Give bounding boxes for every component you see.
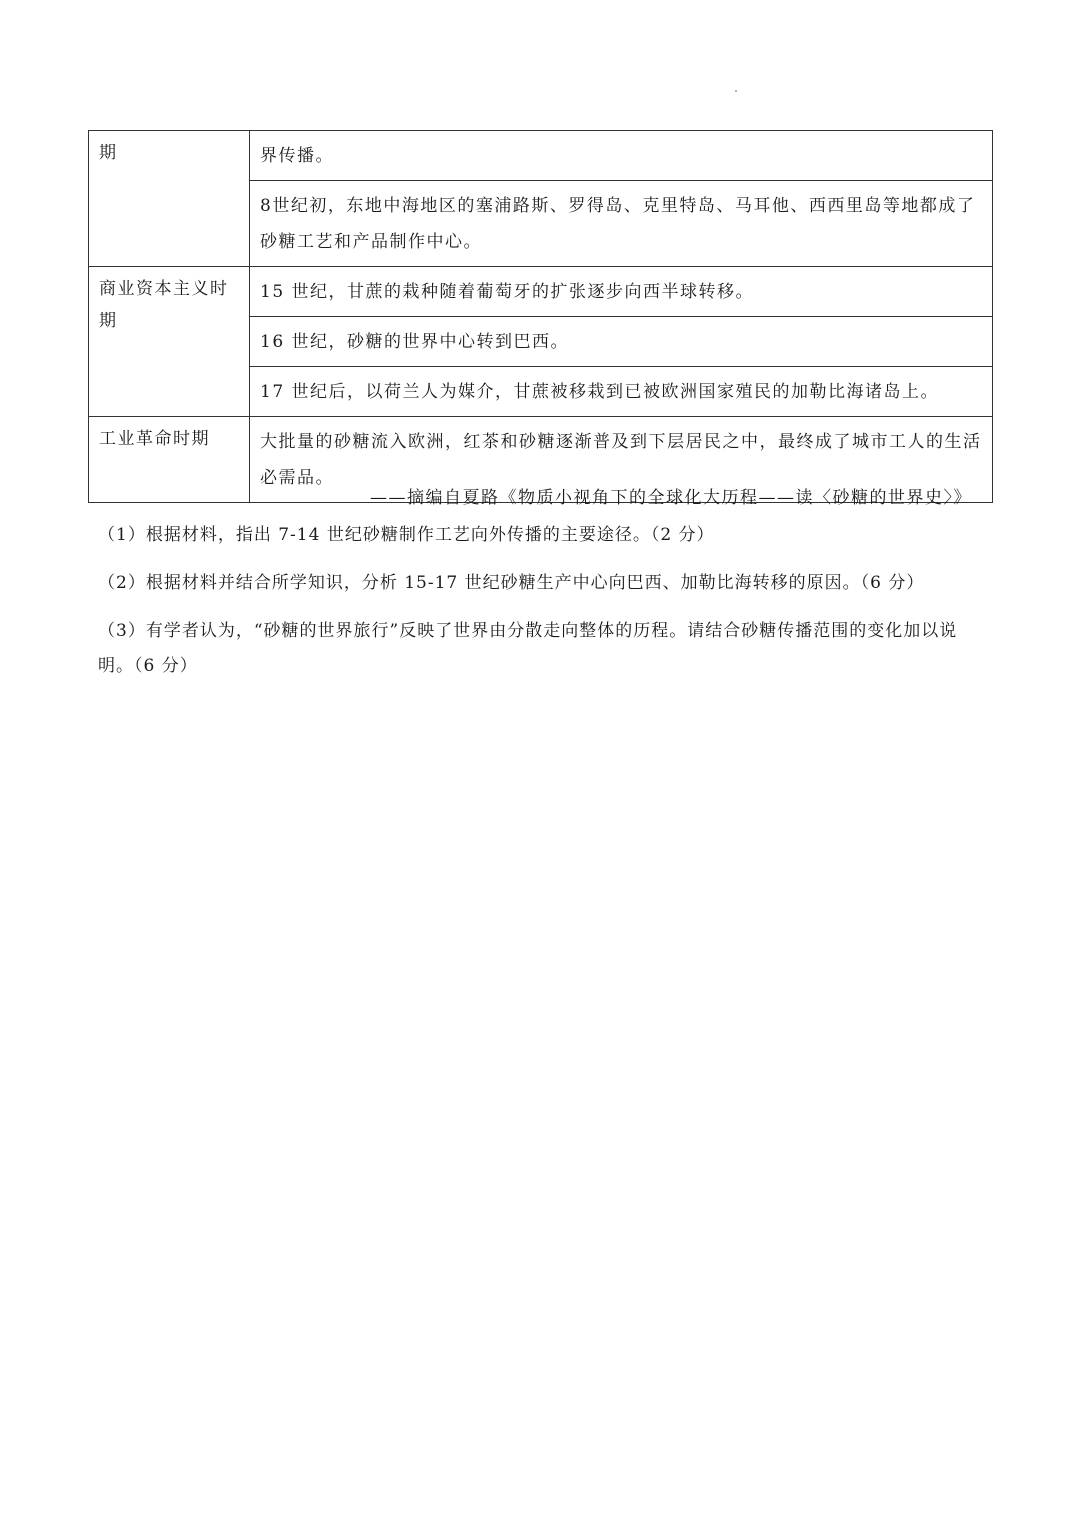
- question-2: （2）根据材料并结合所学知识，分析 15-17 世纪砂糖生产中心向巴西、加勒比海转移的原因。（6 分）: [98, 573, 925, 593]
- content-cell: 大批量的砂糖流入欧洲，红茶和砂糖逐渐普及到下层居民之中，最终成了城市工人的生活必需品。: [250, 417, 993, 503]
- table-row: [89, 131, 993, 181]
- period-cell: 工业革命时期: [89, 417, 250, 503]
- content-cell: 8世纪初，东地中海地区的塞浦路斯、罗得岛、克里特岛、马耳他、西西里岛等地都成了砂糖工艺和产品制作中心。: [250, 181, 993, 267]
- question-3: （3）有学者认为，“砂糖的世界旅行”反映了世界由分散走向整体的历程。请结合砂糖传播范围的变化加以说明。（6 分）: [98, 621, 958, 676]
- source-citation: ——摘编自夏路《物质小视角下的全球化大历程——读〈砂糖的世界史〉》: [370, 488, 972, 508]
- content-cell: 15 世纪，甘蔗的栽种随着葡萄牙的扩张逐步向西半球转移。: [250, 267, 993, 317]
- period-cell: 商业资本主义时期: [89, 267, 250, 417]
- content-cell: 17 世纪后，以荷兰人为媒介，甘蔗被移栽到已被欧洲国家殖民的加勒比海诸岛上。: [250, 367, 993, 417]
- content-cell: 16 世纪，砂糖的世界中心转到巴西。: [250, 317, 993, 367]
- question-1: （1）根据材料，指出 7-14 世纪砂糖制作工艺向外传播的主要途径。（2 分）: [98, 525, 715, 545]
- period-cell: 期: [89, 131, 250, 267]
- page-mark: [735, 90, 737, 92]
- table-row: [89, 267, 993, 317]
- material-table: [88, 130, 993, 503]
- content-cell: 界传播。: [250, 131, 993, 181]
